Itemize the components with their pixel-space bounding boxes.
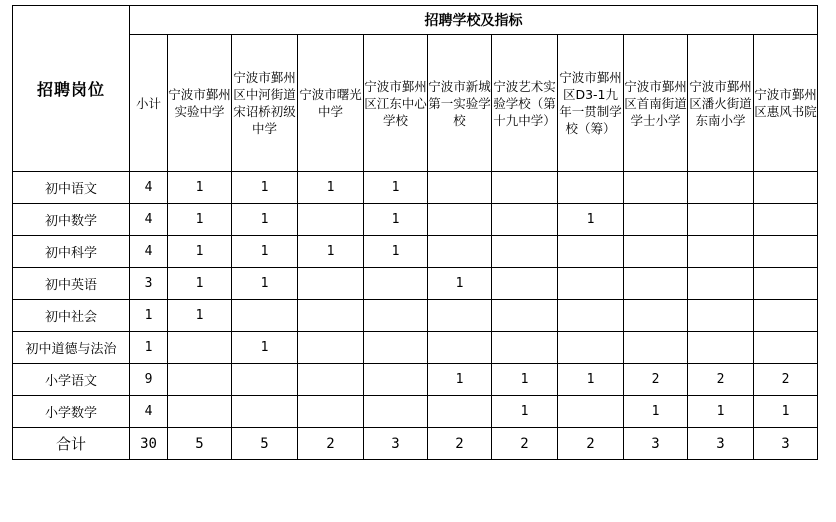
quota-cell: 1 [168,172,232,204]
quota-cell [492,332,558,364]
quota-cell: 1 [232,204,298,236]
school-group-header: 招聘学校及指标 [130,6,818,35]
quota-cell: 3 [754,428,818,460]
quota-cell: 1 [298,236,364,268]
quota-cell [754,172,818,204]
recruitment-table-wrapper [12,5,818,460]
quota-cell [558,268,624,300]
quota-cell [558,332,624,364]
quota-cell [754,332,818,364]
quota-cell: 1 [232,332,298,364]
position-cell: 小学语文 [13,364,130,396]
quota-cell [298,396,364,428]
quota-cell [492,172,558,204]
quota-cell [492,236,558,268]
position-cell: 小学数学 [13,396,130,428]
school-header: 宁波市鄞州实验中学 [168,35,232,172]
total-row [13,428,818,460]
quota-cell [688,236,754,268]
quota-cell: 1 [168,268,232,300]
quota-cell: 1 [168,300,232,332]
subtotal-cell: 4 [130,172,168,204]
position-cell: 初中科学 [13,236,130,268]
quota-cell [754,300,818,332]
subtotal-cell: 4 [130,236,168,268]
quota-cell [364,364,428,396]
school-header: 宁波市鄞州区D3-1九年一贯制学校（筹） [558,35,624,172]
subtotal-cell: 9 [130,364,168,396]
quota-cell: 5 [168,428,232,460]
quota-cell [298,364,364,396]
quota-cell [492,204,558,236]
school-header: 宁波市曙光中学 [298,35,364,172]
quota-cell [688,172,754,204]
table-row [13,300,818,332]
quota-cell: 1 [232,236,298,268]
quota-cell [428,236,492,268]
quota-cell: 2 [298,428,364,460]
quota-cell: 1 [168,236,232,268]
subtotal-cell: 4 [130,396,168,428]
quota-cell [492,300,558,332]
school-header: 宁波市鄞州区江东中心学校 [364,35,428,172]
quota-cell [168,364,232,396]
quota-cell: 1 [688,396,754,428]
school-header: 宁波市鄞州区潘火街道东南小学 [688,35,754,172]
table-row [13,204,818,236]
table-row [13,268,818,300]
school-header: 宁波市新城第一实验学校 [428,35,492,172]
quota-cell: 5 [232,428,298,460]
position-cell: 初中英语 [13,268,130,300]
position-cell: 合计 [13,428,130,460]
table-row [13,364,818,396]
quota-cell: 1 [492,396,558,428]
quota-cell [428,204,492,236]
quota-cell [298,300,364,332]
quota-cell: 1 [232,172,298,204]
quota-cell [688,268,754,300]
quota-cell: 1 [624,396,688,428]
school-header: 宁波艺术实验学校（第十九中学） [492,35,558,172]
quota-cell [364,332,428,364]
quota-cell [624,236,688,268]
recruitment-table [12,5,818,460]
quota-cell [298,268,364,300]
quota-cell: 1 [428,364,492,396]
quota-cell [364,396,428,428]
quota-cell: 1 [298,172,364,204]
table-row [13,396,818,428]
quota-cell [168,332,232,364]
quota-cell: 1 [754,396,818,428]
school-header: 宁波市鄞州区首南街道学士小学 [624,35,688,172]
quota-cell [298,332,364,364]
quota-cell: 3 [688,428,754,460]
quota-cell [624,300,688,332]
position-cell: 初中数学 [13,204,130,236]
quota-cell [558,300,624,332]
table-row [13,172,818,204]
quota-cell [364,300,428,332]
quota-cell [754,236,818,268]
quota-cell [558,172,624,204]
quota-cell [688,332,754,364]
table-row [13,236,818,268]
quota-cell [624,204,688,236]
quota-cell: 1 [492,364,558,396]
quota-cell: 2 [492,428,558,460]
quota-cell: 1 [168,204,232,236]
subtotal-header: 小计 [130,35,168,172]
quota-cell: 1 [364,172,428,204]
quota-cell [168,396,232,428]
quota-cell: 2 [754,364,818,396]
subtotal-cell: 30 [130,428,168,460]
subtotal-cell: 3 [130,268,168,300]
school-header: 宁波市鄞州区中河街道宋诏桥初级中学 [232,35,298,172]
quota-cell: 2 [624,364,688,396]
position-cell: 初中道德与法治 [13,332,130,364]
quota-cell [364,268,428,300]
subtotal-cell: 1 [130,300,168,332]
table-row [13,332,818,364]
quota-cell [428,300,492,332]
position-header: 招聘岗位 [13,6,130,172]
quota-cell: 2 [558,428,624,460]
quota-cell: 1 [558,364,624,396]
school-header: 宁波市鄞州区惠风书院 [754,35,818,172]
quota-cell [558,236,624,268]
quota-cell: 1 [364,236,428,268]
quota-cell [232,300,298,332]
quota-cell [492,268,558,300]
quota-cell [754,268,818,300]
quota-cell [624,172,688,204]
quota-cell [232,364,298,396]
quota-cell [624,268,688,300]
quota-cell: 1 [364,204,428,236]
quota-cell [688,300,754,332]
subtotal-cell: 4 [130,204,168,236]
quota-cell [624,332,688,364]
quota-cell [232,396,298,428]
subtotal-cell: 1 [130,332,168,364]
position-cell: 初中社会 [13,300,130,332]
quota-cell [428,172,492,204]
quota-cell: 1 [428,268,492,300]
quota-cell [428,332,492,364]
quota-cell [428,396,492,428]
quota-cell: 1 [232,268,298,300]
position-cell: 初中语文 [13,172,130,204]
quota-cell [558,396,624,428]
quota-cell: 3 [624,428,688,460]
table-body [13,172,818,460]
quota-cell [298,204,364,236]
quota-cell: 2 [688,364,754,396]
quota-cell: 3 [364,428,428,460]
quota-cell: 2 [428,428,492,460]
quota-cell [754,204,818,236]
quota-cell: 1 [558,204,624,236]
quota-cell [688,204,754,236]
